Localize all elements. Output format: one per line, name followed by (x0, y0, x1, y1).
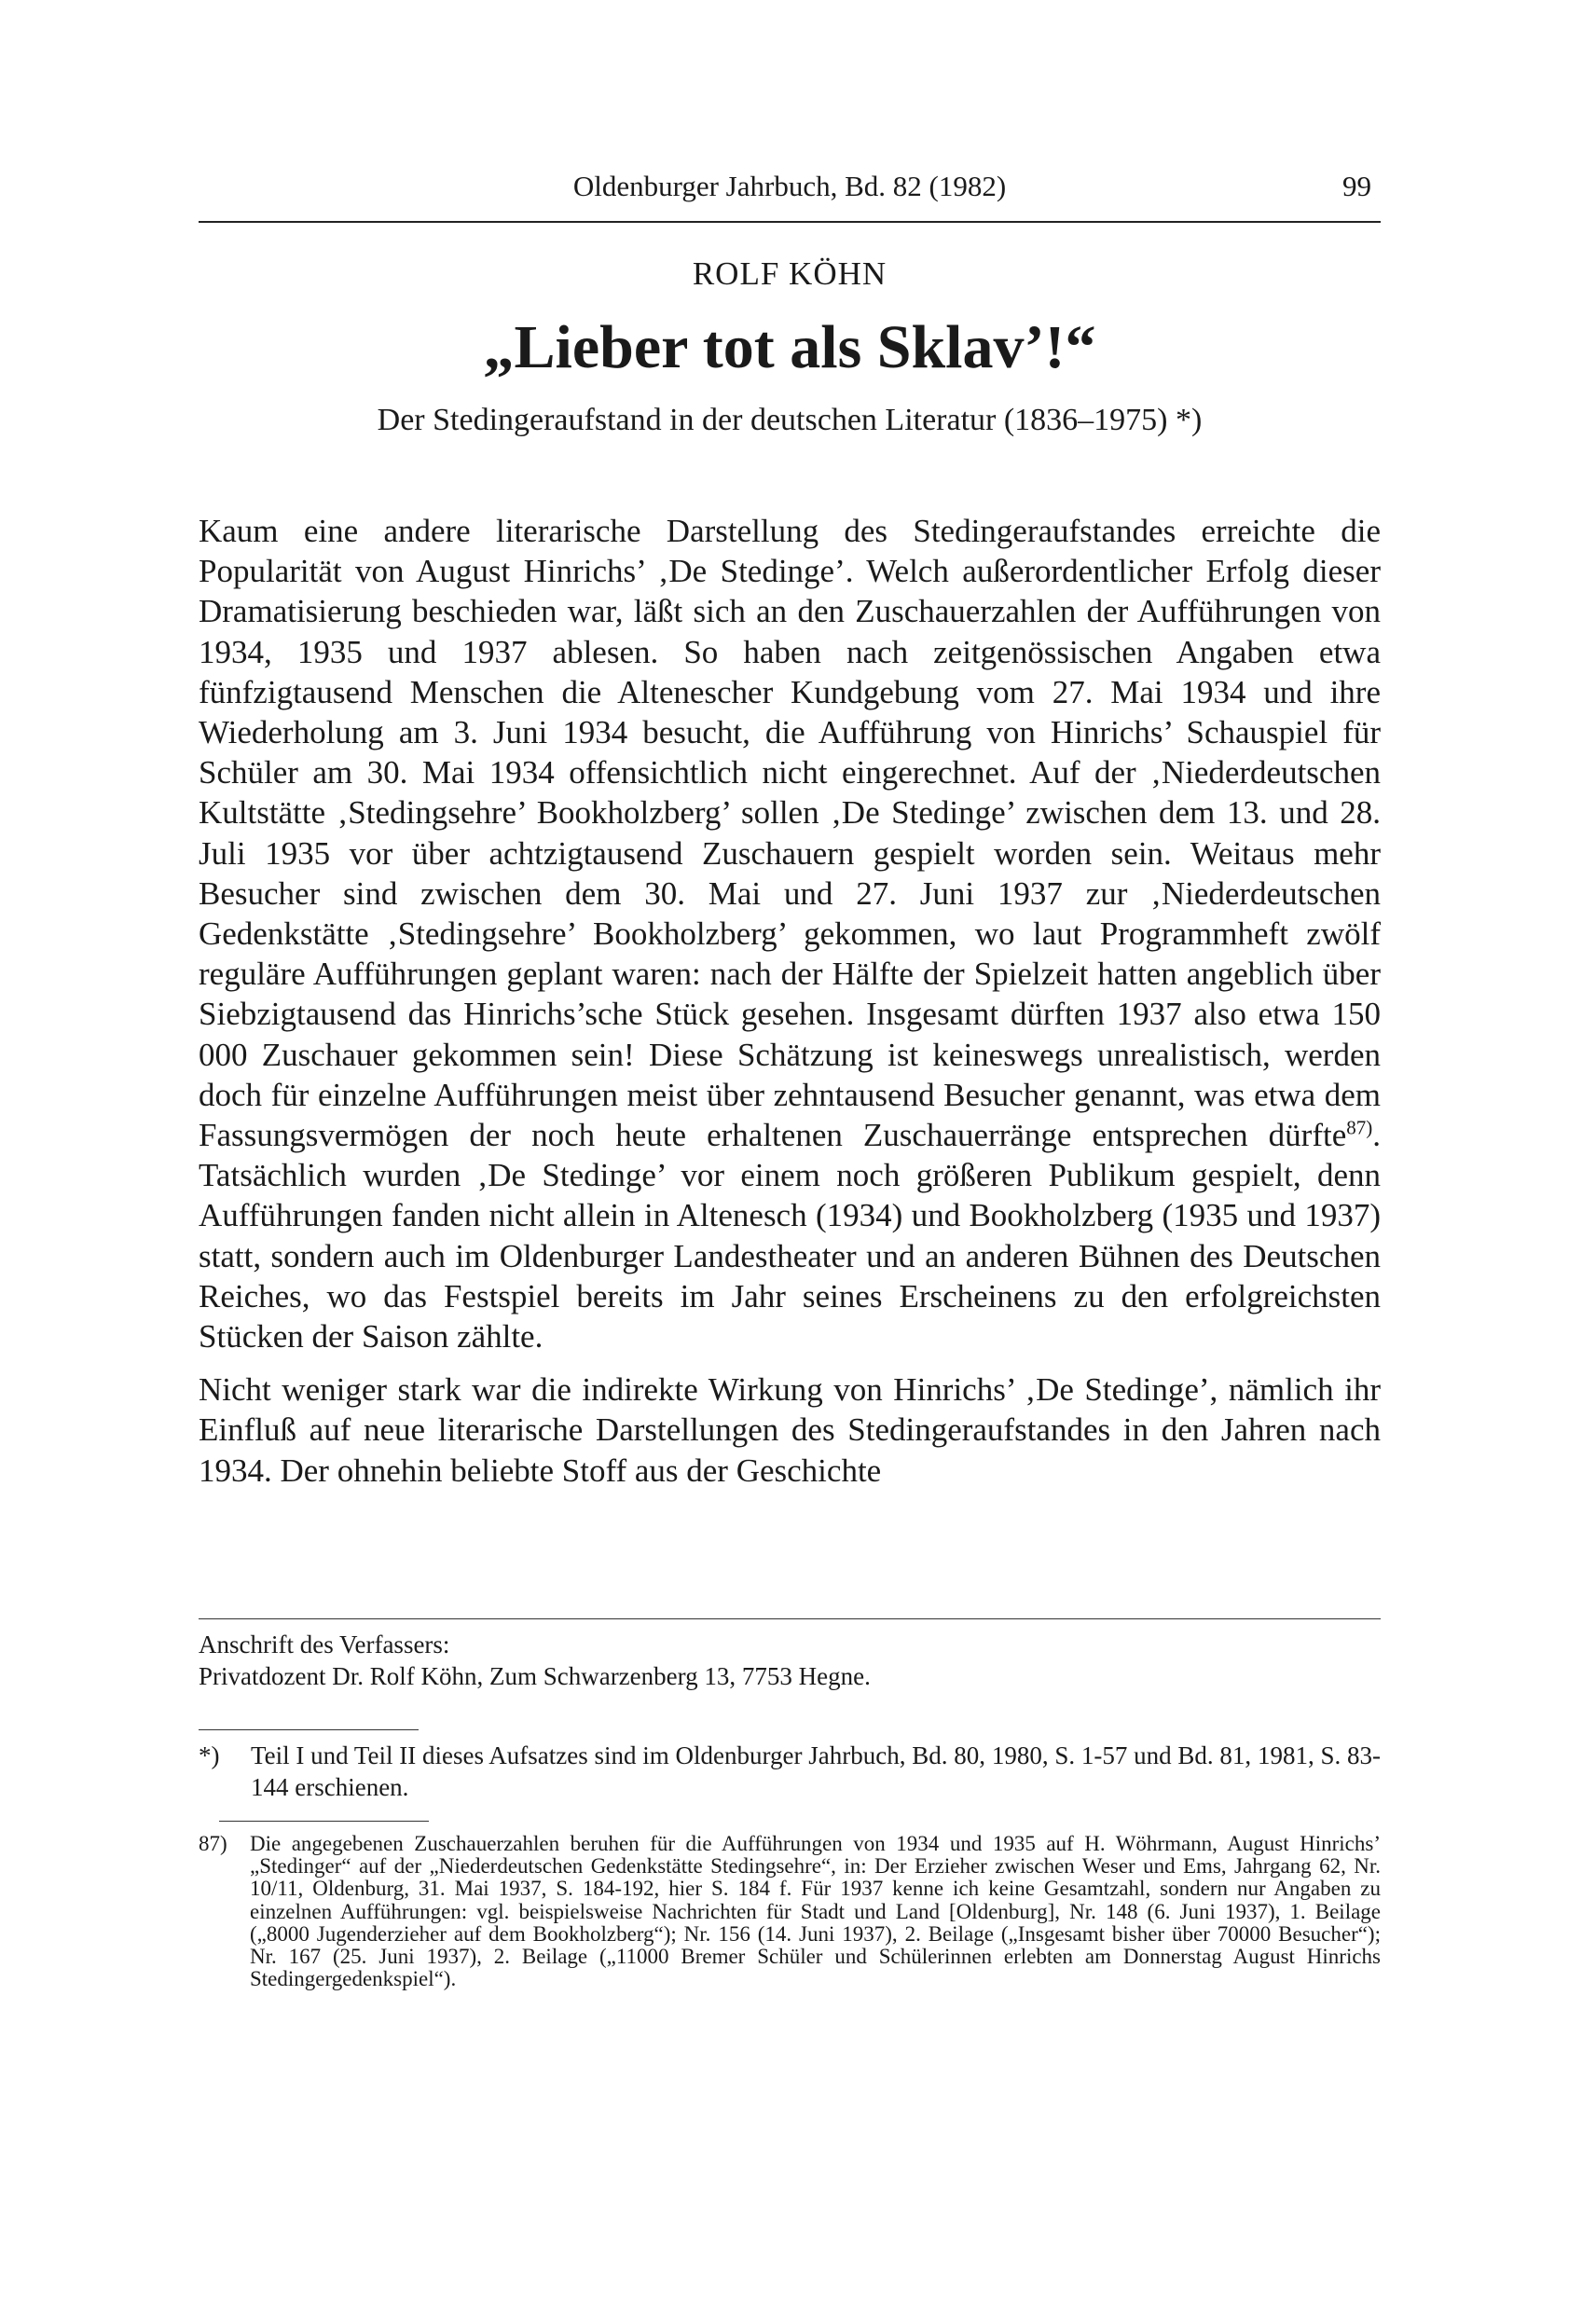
article-title: „Lieber tot als Sklav’!“ (483, 313, 1096, 381)
address-label: Anschrift des Verfassers: (199, 1631, 450, 1658)
paragraph-text: Kaum eine andere literarische Darstellung des Stedingeraufstandes erreichte die Popularität von August Hinrichs’ ‚De Stedinge’. Welch außerordentlicher Erfolg dieser Dramatisierung beschieden war, läßt sich an den Zuschauerzahlen der Aufführungen von 1934, 1935 und 1937 ablesen. So haben nach zeitgenössischen Angaben etwa fünfzigtausend Menschen die Altenescher Kundgebung vom 27. Mai 1934 und ihre Wiederholung am 3. Juni 1934 besucht, die Aufführung von Hinrichs’ Schauspiel für Schüler am 30. Mai 1934 offensichtlich nicht eingerechnet. Auf der ‚Niederdeutschen Kultstätte ‚Stedingsehre’ Bookholzberg’ sollen ‚De Stedinge’ zwischen dem 13. und 28. Juli 1935 vor über achtzigtausend Zuschauern gespielt worden sein. Weitaus mehr Besucher sind zwischen dem 30. Mai und 27. Juni 1937 zur ‚Niederdeutschen Gedenkstätte ‚Stedingsehre’ Bookholzberg’ gekommen, wo laut Programmheft zwölf reguläre Aufführungen geplant waren: nach der Hälfte der Spielzeit hatten angeblich über Siebzigtausend das Hinrichs’sche Stück gesehen. Insgesamt dürften 1937 also etwa 150 000 Zuschauer gekommen sein! Diese Schätzung ist keineswegs unrealistisch, werden doch für einzelne Aufführungen meist über zehntausend Besucher genannt, was etwa dem Fassungsvermögen der noch heute erhaltenen Zuschauerränge entsprechen dürfte (199, 513, 1381, 1154)
footnote-mark: 87) (199, 1832, 227, 1855)
author-address (199, 1629, 1381, 1692)
footnote (199, 1833, 1381, 1990)
article-author: ROLF KÖHN (692, 255, 887, 292)
header-divider (199, 221, 1381, 223)
address-divider (199, 1618, 1381, 1619)
footnote-reference: 87) (1346, 1116, 1373, 1139)
paragraph-text-continued: . Tatsächlich wurden ‚De Stedinge’ vor einem noch größeren Publikum gespielt, denn Aufführungen fanden nicht allein in Altenesch (1934) und Bookholzberg (1935 und 1937) statt, sondern auch im Oldenburger Landestheater und an anderen Bühnen des Deutschen Reiches, wo das Festspiel bereits im Jahr seines Erscheinens zu den erfolgreichsten Stücken der Saison zählte. (199, 1117, 1381, 1356)
article-body (199, 511, 1381, 1491)
footnote-mark: *) (199, 1741, 220, 1769)
footnote-text: Teil I und Teil II dieses Aufsatzes sind im Oldenburger Jahrbuch, Bd. 80, 1980, S. 1-57 und Bd. 81, 1981, S. 83-144 erschienen. (251, 1741, 1381, 1801)
address-text: Privatdozent Dr. Rolf Köhn, Zum Schwarzenberg 13, 7753 Hegne. (199, 1662, 871, 1690)
footnote (199, 1740, 1381, 1803)
footnote-divider (219, 1821, 429, 1822)
footnote-text: Die angegebenen Zuschauerzahlen beruhen für die Aufführungen von 1934 und 1935 auf H. Wöhrmann, August Hinrichs’ „Stedinger“ auf der „Niederdeutschen Gedenkstätte Stedingsehre“, in: Der Erzieher zwischen Weser und Ems, Jahrgang 62, Nr. 10/11, Oldenburg, 31. Mai 1937, S. 184-192, hier S. 184 f. Für 1937 kenne ich keine Gesamtzahl, sondern nur Angaben zu einzelnen Aufführungen: vgl. beispielsweise Nachrichten für Stadt und Land [Oldenburg], Nr. 148 (6. Juni 1937), 1. Beilage („8000 Jugenderzieher auf dem Bookholzberg“); Nr. 156 (14. Juni 1937), 2. Beilage („Insgesamt bisher über 70000 Besucher“); Nr. 167 (25. Juni 1937), 2. Beilage („11000 Bremer Schüler und Schülerinnen erlebten am Donnerstag August Hinrichs Stedingergedenkspiel“). (250, 1832, 1381, 1991)
article-subtitle: Der Stedingeraufstand in der deutschen Literatur (1836–1975) *) (377, 403, 1203, 437)
page-number: 99 (1342, 170, 1371, 202)
running-head (199, 170, 1381, 207)
body-paragraph (199, 511, 1381, 1356)
footnote-divider (199, 1729, 419, 1730)
journal-title: Oldenburger Jahrbuch, Bd. 82 (1982) (572, 170, 1007, 202)
body-paragraph: Nicht weniger stark war die indirekte Wirkung von Hinrichs’ ‚De Stedinge’, nämlich ihr Einfluß auf neue literarische Darstellungen des Stedingeraufstandes in den Jahren nach 1934. Der ohnehin beliebte Stoff aus der Geschichte (199, 1371, 1381, 1489)
